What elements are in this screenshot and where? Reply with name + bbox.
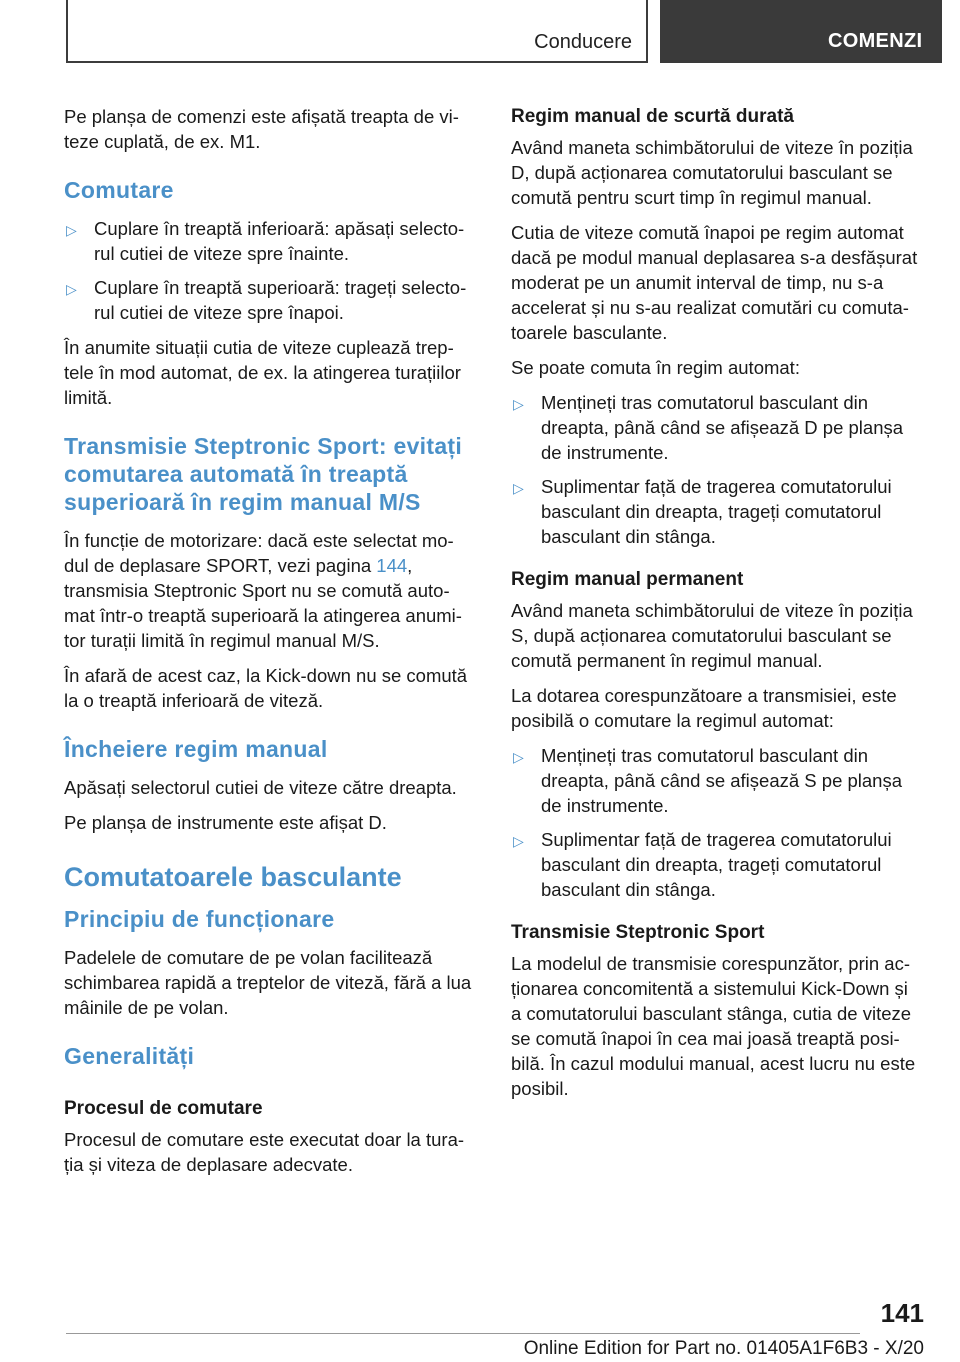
list-item (511, 743, 923, 818)
list-item (64, 216, 476, 266)
sport-text-part: În funcție de motorizare: dacă este selectat mo-dul de deplasare SPORT, vezi pagina (64, 530, 454, 576)
incheiere-paragraph-2: Pe planșa de instrumente este afișat D. (64, 812, 387, 833)
footer-edition: Online Edition for Part no. 01405A1F6B3 - X/20 (523, 1338, 924, 1359)
page-header (0, 0, 960, 66)
comutare-paragraph: În anumite situații cutia de viteze cuplează trep-tele în mod automat, de ex. la atingerea turațiilor limită. (64, 337, 461, 408)
sport-paragraph-1 (64, 528, 476, 653)
heading-steptronic-sport: Transmisie Steptronic Sport (511, 922, 765, 943)
list-item (511, 390, 923, 465)
header-section-title: Conducere (534, 31, 632, 53)
footer-divider (66, 1333, 860, 1334)
triangle-bullet-icon: ▷ (66, 281, 77, 297)
heading-procesul: Procesul de comutare (64, 1098, 263, 1119)
list-item-text: Mențineți tras comutatorul basculant din dreapta, până când se afișează S pe planșa de instrumente. (541, 745, 903, 816)
steptronic-paragraph: La modelul de transmisie corespunzător, prin ac-ționarea concomitentă a sistemului Kick-Down și a comutatorului basculant stânga, cutia de viteze se comută înapoi în cea mai joasă treaptă posi-bilă. În cazul modului manual, acest lucru nu este posibil. (511, 953, 916, 1099)
triangle-bullet-icon: ▷ (66, 222, 77, 238)
header-chapter-tab (660, 0, 942, 63)
heading-regim-scurta: Regim manual de scurtă durată (511, 106, 794, 127)
triangle-bullet-icon: ▷ (513, 749, 524, 765)
header-chapter-title: COMENZI (828, 30, 923, 52)
scurta-paragraph-2: Cutia de viteze comută înapoi pe regim automat dacă pe modul manual deplasarea s-a desfășurat moderat pe un anumit interval de timp, nu s-a accelerat și nu s-au realizat comutări cu comuta-toarele basculante. (511, 222, 918, 343)
left-column (64, 104, 476, 1187)
scurta-paragraph-3: Se poate comuta în regim automat: (511, 357, 800, 378)
sport-text-part: , transmisia Steptronic Sport nu se comută auto-mat într-o treaptă superioară la atingerea anumi-tor turații limită în regimul manual M/S. (64, 555, 462, 651)
heading-incheiere: Încheiere regim manual (64, 736, 328, 762)
list-item (511, 827, 923, 902)
page-number: 141 (880, 1298, 924, 1328)
list-item-text: Cuplare în treaptă inferioară: apăsați selecto-rul cutiei de viteze spre înainte. (94, 218, 465, 264)
principiu-paragraph: Padelele de comutare de pe volan facilitează schimbarea rapidă a treptelor de viteză, fără a lua mâinile de pe volan. (64, 947, 472, 1018)
comutare-list (64, 216, 476, 325)
heading-comutare: Comutare (64, 177, 174, 203)
permanent-list (511, 743, 923, 902)
scurta-list (511, 390, 923, 549)
intro-paragraph: Pe planșa de comenzi este afișată treapta de vi-teze cuplată, de ex. M1. (64, 106, 459, 152)
header-section-tab (66, 0, 648, 63)
incheiere-paragraph-1: Apăsați selectorul cutiei de viteze către dreapta. (64, 777, 457, 798)
heading-steptronic-sport-avoid: Transmisie Steptronic Sport: evitați comutarea automată în treaptă superioară în regim manual M/S (64, 433, 463, 515)
heading-regim-permanent: Regim manual permanent (511, 569, 744, 590)
heading-principiu: Principiu de funcționare (64, 906, 335, 932)
triangle-bullet-icon: ▷ (513, 480, 524, 496)
right-column (511, 104, 923, 1111)
sport-paragraph-2: În afară de acest caz, la Kick-down nu se comută la o treaptă inferioară de viteză. (64, 665, 468, 711)
page-link-144[interactable]: 144 (376, 555, 408, 576)
list-item (511, 474, 923, 549)
list-item-text: Suplimentar față de tragerea comutatorului basculant din dreapta, trageți comutatorul basculant din stânga. (541, 829, 892, 900)
permanent-paragraph-2: La dotarea corespunzătoare a transmisiei, este posibilă o comutare la regimul automat: (511, 685, 897, 731)
heading-comutatoarele-basculante: Comutatoarele basculante (64, 862, 402, 892)
list-item-text: Cuplare în treaptă superioară: trageți selecto-rul cutiei de viteze spre înapoi. (94, 277, 467, 323)
triangle-bullet-icon: ▷ (513, 833, 524, 849)
heading-generalitati: Generalități (64, 1043, 195, 1069)
permanent-paragraph-1: Având maneta schimbătorului de viteze în poziția S, după acționarea comutatorului basculant se comută permanent în regimul manual. (511, 600, 913, 671)
list-item (64, 275, 476, 325)
triangle-bullet-icon: ▷ (513, 396, 524, 412)
procesul-paragraph: Procesul de comutare este executat doar la tura-ția și viteza de deplasare adecvate. (64, 1129, 465, 1175)
scurta-paragraph-1: Având maneta schimbătorului de viteze în poziția D, după acționarea comutatorului basculant se comută pentru scurt timp în regimul manual. (511, 137, 913, 208)
list-item-text: Suplimentar față de tragerea comutatorului basculant din dreapta, trageți comutatorul basculant din stânga. (541, 476, 892, 547)
list-item-text: Mențineți tras comutatorul basculant din dreapta, până când se afișează D pe planșa de instrumente. (541, 392, 904, 463)
